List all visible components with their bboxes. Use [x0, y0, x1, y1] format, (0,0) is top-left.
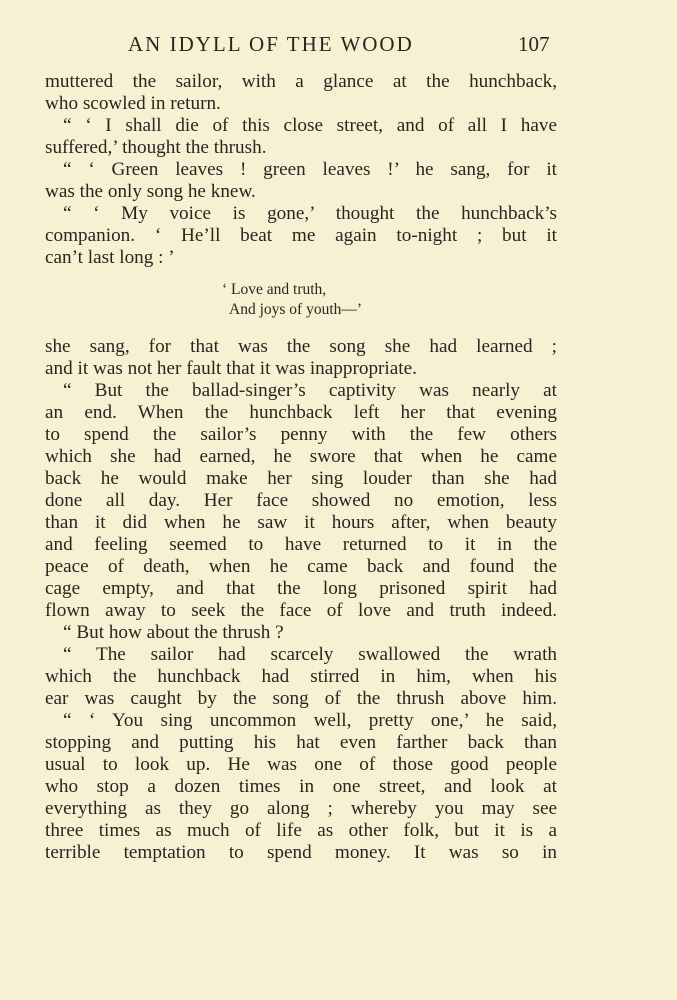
text-line: who stop a dozen times in one street, and look at: [45, 776, 557, 797]
text-line: “ ‘ My voice is gone,’ thought the hunchback’s: [63, 203, 557, 224]
text-line: can’t last long : ’: [45, 247, 175, 268]
text-line: usual to look up. He was one of those good people: [45, 754, 557, 775]
verse-quote: [45, 280, 557, 320]
text-line: and feeling seemed to have returned to it in the: [45, 534, 557, 555]
text-line: which she had earned, he swore that when he came: [45, 446, 557, 467]
text-line: suffered,’ thought the thrush.: [45, 137, 267, 158]
text-line: done all day. Her face showed no emotion, less: [45, 490, 557, 511]
paragraph: [45, 644, 557, 710]
text-line: than it did when he saw it hours after, when beauty: [45, 512, 557, 533]
text-line: was the only song he knew.: [45, 181, 256, 202]
paragraph: [45, 203, 557, 269]
paragraph: [45, 380, 557, 622]
text-line: back he would make her sing louder than she had: [45, 468, 557, 489]
text-line: “ ‘ I shall die of this close street, and of all I have: [63, 115, 557, 136]
text-line: ear was caught by the song of the thrush above him.: [45, 688, 557, 709]
paragraph: [45, 710, 557, 864]
paragraph: [45, 71, 557, 115]
verse-line: ‘ Love and truth,: [222, 281, 327, 298]
text-line: muttered the sailor, with a glance at the hunchback,: [45, 71, 557, 92]
paragraph: [45, 336, 557, 380]
paragraph: [45, 115, 557, 159]
text-line: stopping and putting his hat even farther back than: [45, 732, 557, 753]
text-line: three times as much of life as other folk, but it is a: [45, 820, 557, 841]
paragraph: [45, 622, 557, 644]
running-head: [128, 32, 628, 62]
text-line: cage empty, and that the long prisoned spirit had: [45, 578, 557, 599]
text-line: “ But how about the thrush ?: [63, 622, 284, 643]
text-line: she sang, for that was the song she had learned ;: [45, 336, 557, 357]
text-line: terrible temptation to spend money. It was so in: [45, 842, 557, 863]
text-line: “ ‘ Green leaves ! green leaves !’ he sang, for it: [63, 159, 557, 180]
text-line: which the hunchback had stirred in him, when his: [45, 666, 557, 687]
text-line: who scowled in return.: [45, 93, 221, 114]
text-line: an end. When the hunchback left her that evening: [45, 402, 557, 423]
verse-line: And joys of youth—’: [229, 301, 363, 318]
running-title: AN IDYLL OF THE WOOD: [128, 32, 414, 56]
text-line: everything as they go along ; whereby you may see: [45, 798, 557, 819]
body-text: [45, 71, 557, 864]
text-line: “ ‘ You sing uncommon well, pretty one,’ he said,: [63, 710, 557, 731]
text-line: and it was not her fault that it was inappropriate.: [45, 358, 417, 379]
text-line: flown away to seek the face of love and truth indeed.: [45, 600, 557, 621]
text-line: “ But the ballad-singer’s captivity was nearly at: [63, 380, 557, 401]
text-line: “ The sailor had scarcely swallowed the wrath: [63, 644, 557, 665]
text-line: companion. ‘ He’ll beat me again to-night ; but it: [45, 225, 557, 246]
text-line: to spend the sailor’s penny with the few others: [45, 424, 557, 445]
paragraph: [45, 159, 557, 203]
text-line: peace of death, when he came back and found the: [45, 556, 557, 577]
page-number: 107: [518, 32, 550, 56]
